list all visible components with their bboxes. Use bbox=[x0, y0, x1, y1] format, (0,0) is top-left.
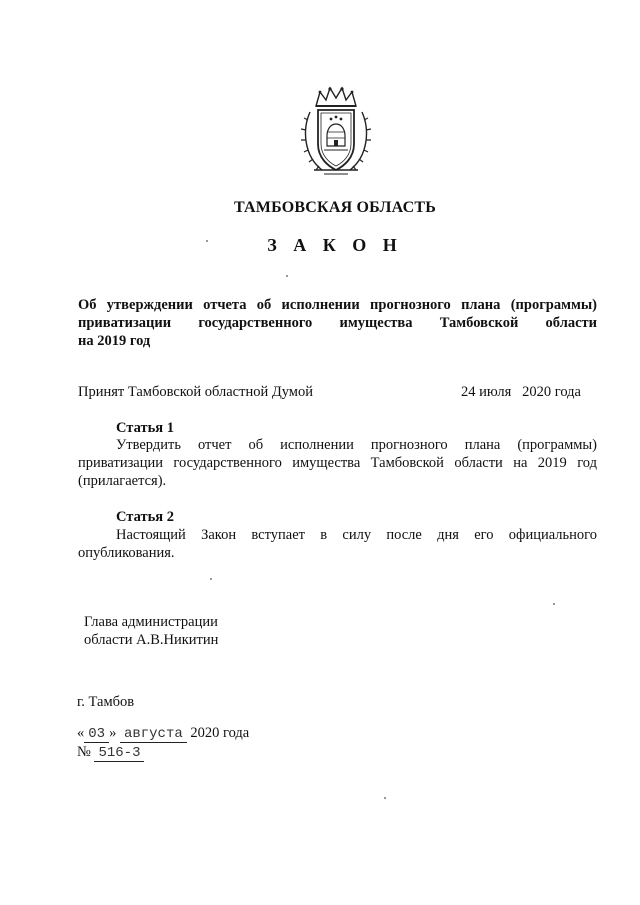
article-1-line: Утвердить отчет об исполнении прогнозного плана (программы) bbox=[116, 437, 597, 453]
law-heading bbox=[78, 296, 597, 350]
signing-date bbox=[77, 725, 249, 742]
signatory-block bbox=[84, 613, 218, 649]
region-title: ТАМБОВСКАЯ ОБЛАСТЬ bbox=[233, 199, 437, 216]
number-prefix: № bbox=[77, 744, 91, 760]
scan-speck bbox=[384, 797, 386, 799]
article-1-line: приватизации государственного имущества Тамбовской области на 2019 год bbox=[78, 455, 597, 471]
scan-speck bbox=[553, 603, 555, 605]
coat-of-arms-icon bbox=[300, 86, 372, 178]
signatory-line: Глава администрации bbox=[84, 614, 218, 630]
quote-close: » bbox=[109, 725, 117, 741]
article-2-title: Статья 2 bbox=[116, 509, 174, 525]
law-heading-line: приватизации государственного имущества Тамбовской области bbox=[78, 315, 597, 331]
scan-speck bbox=[210, 578, 212, 580]
city-name: г. Тамбов bbox=[77, 694, 135, 710]
day-value: 03 bbox=[84, 726, 109, 743]
scan-speck bbox=[206, 240, 208, 242]
month-value: августа bbox=[120, 726, 187, 743]
year-value: 2020 года bbox=[190, 725, 250, 741]
law-heading-line: на 2019 год bbox=[78, 333, 151, 349]
law-heading-line: Об утверждении отчета об исполнении прогнозного плана (программы) bbox=[78, 297, 597, 313]
article-2-line: Настоящий Закон вступает в силу после дня его официального bbox=[116, 527, 597, 543]
adoption-date: 24 июля 2020 года bbox=[461, 384, 581, 400]
article-1-title: Статья 1 bbox=[116, 420, 174, 436]
adopted-by-text: Принят Тамбовской областной Думой bbox=[78, 384, 313, 400]
document-type-title: З А К О Н bbox=[267, 235, 403, 255]
adoption-line bbox=[78, 384, 593, 401]
article-2-line: опубликования. bbox=[78, 545, 175, 561]
quote-open: « bbox=[77, 725, 85, 741]
signatory-line: области А.В.Никитин bbox=[84, 632, 219, 648]
article-2-text bbox=[78, 526, 597, 562]
article-1-text bbox=[78, 436, 597, 490]
scan-speck bbox=[286, 275, 288, 277]
law-number bbox=[77, 744, 144, 761]
number-value: 516-3 bbox=[94, 745, 144, 762]
article-1-line: (прилагается). bbox=[78, 473, 167, 489]
